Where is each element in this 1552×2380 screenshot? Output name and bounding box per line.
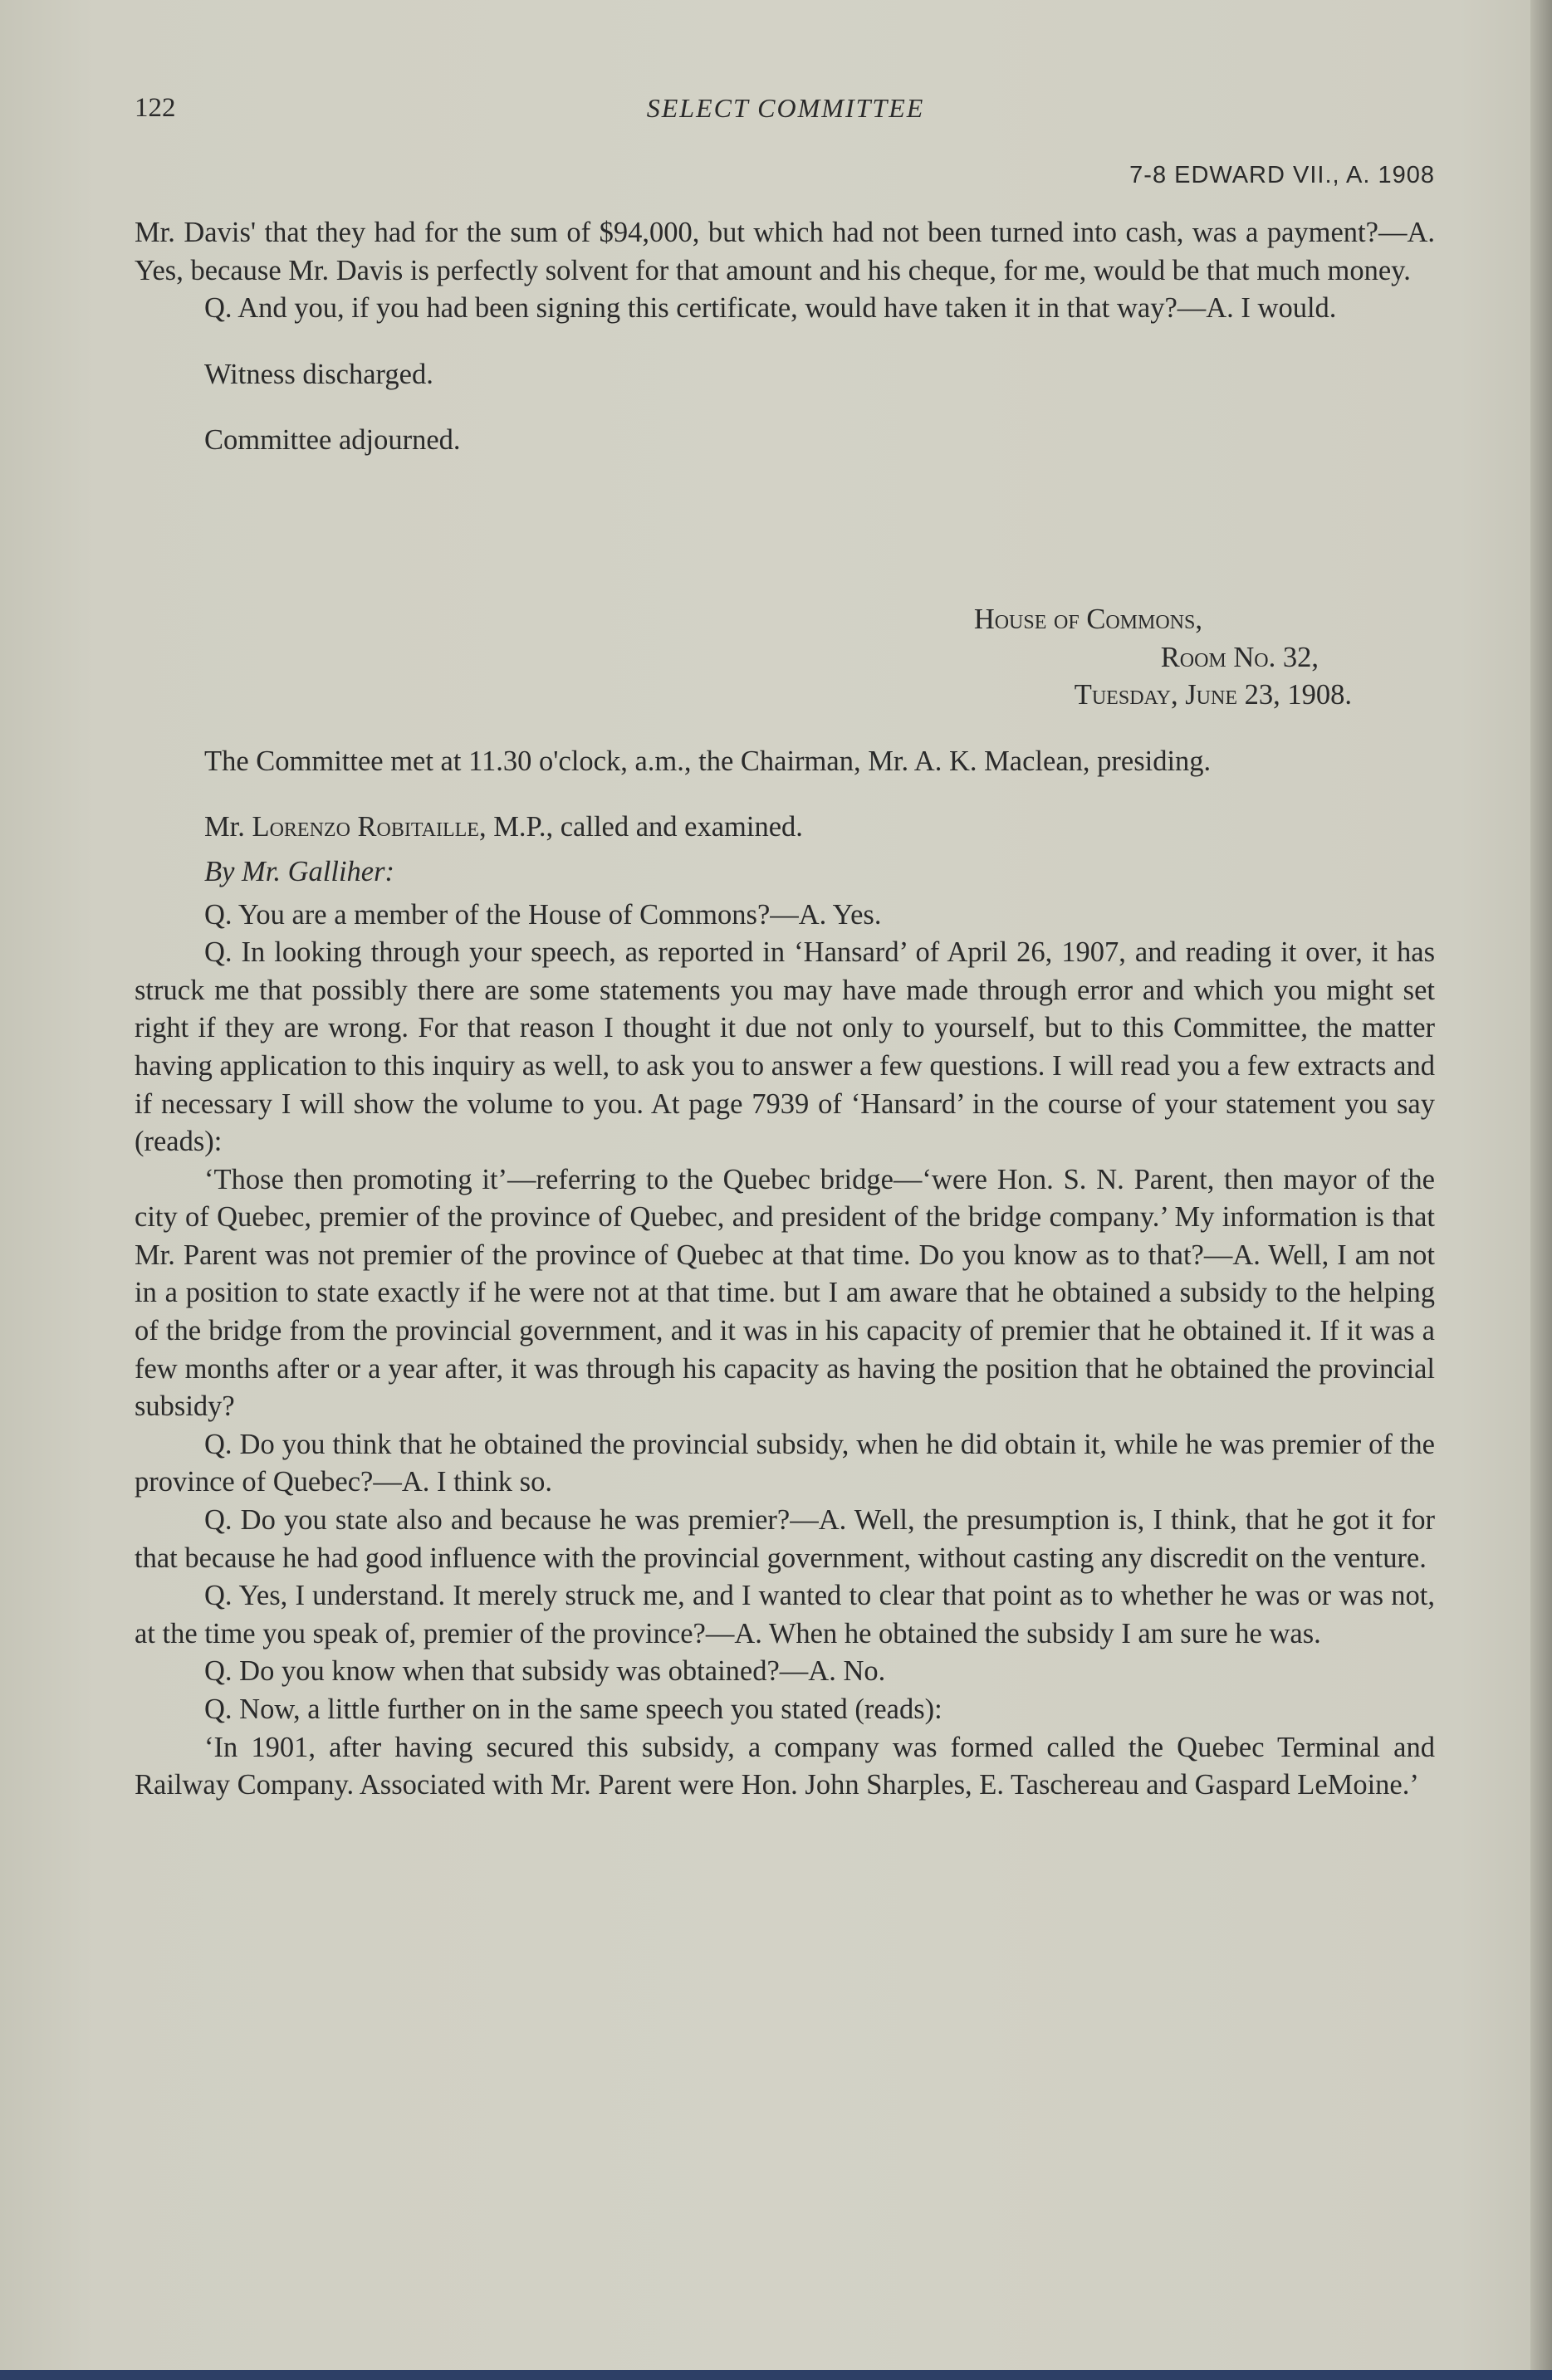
witness-name: Lorenzo Robitaille [252, 811, 479, 843]
meeting-date-line: Tuesday, June 23, 1908. [1074, 679, 1352, 711]
question-1: Q. You are a member of the House of Commons?—A. Yes. [204, 898, 882, 931]
page-header [135, 93, 1437, 134]
meeting-opening-paragraph: The Committee met at 11.30 o'clock, a.m., the Chairman, Mr. A. K. Maclean, presiding. [204, 745, 1212, 777]
meeting-heading [135, 601, 1435, 715]
question-7: Q. Now, a little further on in the same speech you stated (reads): [204, 1693, 942, 1725]
witness-called-line: Mr. Lorenzo Robitaille, M.P., called and examined. [204, 811, 803, 843]
continued-paragraph: Mr. Davis' that they had for the sum of $94,000, but which had not been turned into cash, was a payment?—A. Yes, because Mr. Davis is perfectly solvent for that amount and his cheque, for me, would be that much money. [135, 217, 1435, 286]
hansard-quote-2: ‘In 1901, after having secured this subsidy, a company was formed called the Quebec Terminal and Railway Company. Associated with Mr. Parent were Hon. John Sharples, E. Taschereau and Gaspard LeMoine.’ [135, 1731, 1435, 1801]
witness-discharged-line: Witness discharged. [204, 358, 433, 390]
room-number-line: Room No. 32, [1160, 641, 1319, 673]
document-body [135, 214, 1435, 1805]
question-5: Q. Yes, I understand. It merely struck me, and I wanted to clear that point as to whether he was or was not, at the time you speak of, premier of the province?—A. When he obtained the subsidy I am sure he was. [135, 1580, 1435, 1649]
question-2: Q. In looking through your speech, as reported in ‘Hansard’ of April 26, 1907, and reading it over, it has struck me that possibly there are some statements you may have made through error and which you might set right if they are wrong. For that reason I thought it due not only to yourself, but to this Committee, the matter having application to this inquiry as well, to ask you to answer a few questions. I will read you a few extracts and if necessary I will show the volume to you. At page 7939 of ‘Hansard’ in the course of your statement you say (reads): [135, 936, 1435, 1158]
book-binding-strip [0, 2370, 1552, 2380]
examiner-line: By Mr. Galliher: [204, 855, 395, 887]
page-number: 122 [135, 93, 176, 123]
question-paragraph: Q. And you, if you had been signing this certificate, would have taken it in that way?—A. I would. [204, 292, 1337, 325]
question-6: Q. Do you know when that subsidy was obtained?—A. No. [204, 1655, 886, 1688]
edition-label: 7-8 EDWARD VII., A. 1908 [1129, 162, 1435, 188]
page-edge-shadow [1530, 0, 1552, 2380]
hansard-quote-1: ‘Those then promoting it’—referring to the Quebec bridge—‘were Hon. S. N. Parent, then mayor of the city of Quebec, premier of the province of Quebec, and president of the bridge company.’ My information is that Mr. Parent was not premier of the province of Quebec at that time. Do you know as to that?—A. Well, I am not in a position to state exactly if he were not at that time. but I am aware that he obtained a subsidy to the helping of the bridge from the provincial government, and it was in his capacity of premier that he obtained it. If it was a few months after or a year after, it was through his capacity as having the position that he obtained the provincial subsidy? [135, 1163, 1435, 1423]
question-4: Q. Do you state also and because he was premier?—A. Well, the presumption is, I think, that he got it for that because he had good influence with the provincial government, without casting any discredit on the venture. [135, 1504, 1435, 1574]
question-3: Q. Do you think that he obtained the provincial subsidy, when he did obtain it, while he was premier of the province of Quebec?—A. I think so. [135, 1428, 1435, 1498]
house-of-commons-line: House of Commons, [973, 603, 1202, 635]
running-title: SELECT COMMITTEE [646, 93, 925, 123]
committee-adjourned-line: Committee adjourned. [204, 424, 461, 457]
